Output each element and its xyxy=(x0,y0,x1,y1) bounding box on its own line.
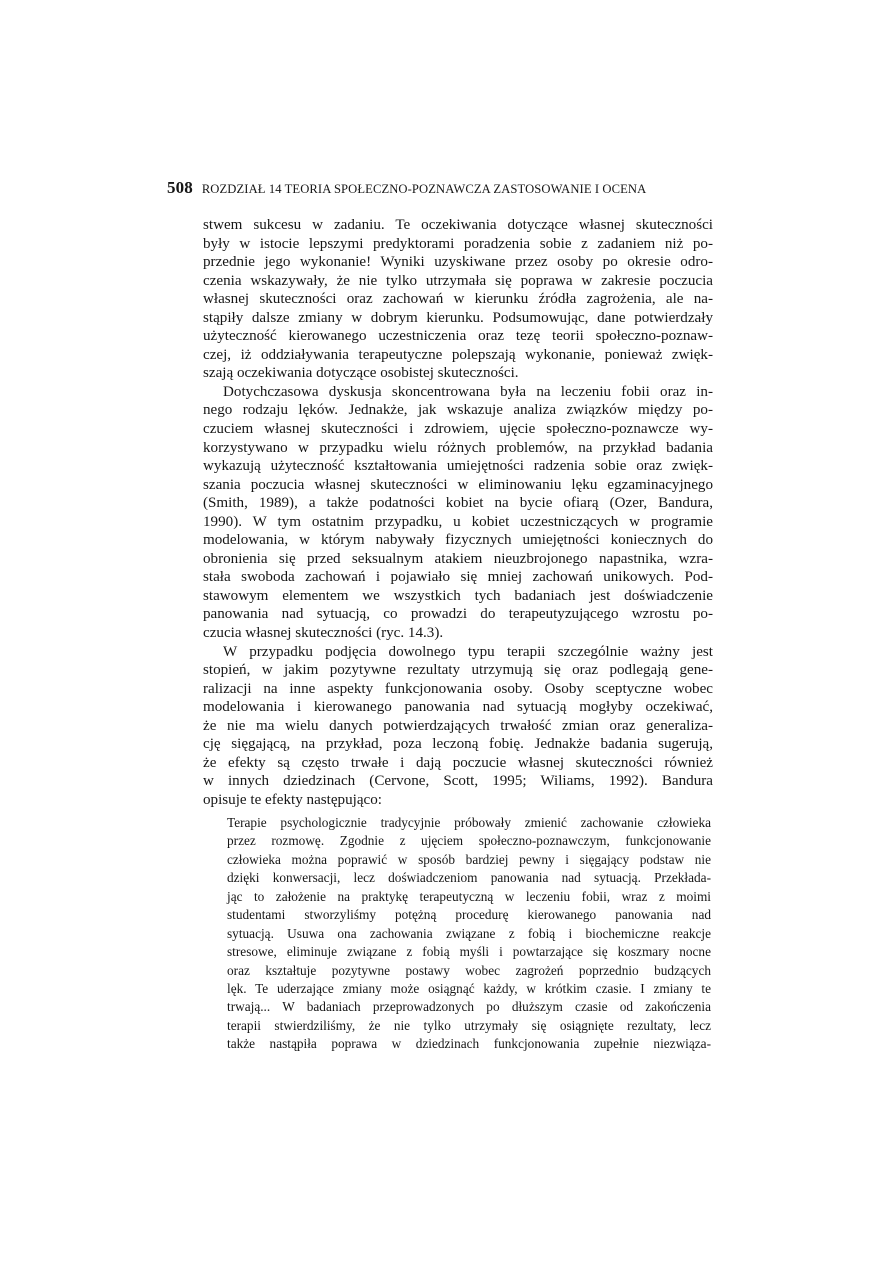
text-line: cję sięgającą, na przykład, poza leczoną fobię. Jednakże badania sugerują, xyxy=(203,736,713,753)
quote-line: lęk. Te uderzające zmiany może osiągnąć każdy, w krótkim czasie. I zmiany te xyxy=(227,980,711,996)
text-line: opisuje te efekty następująco: xyxy=(203,791,382,808)
text-line: stała swoboda zachowań i pojawiało się mniej zachowań unikowych. Pod- xyxy=(203,569,713,586)
quote-line: człowieka można poprawić w sposób bardziej pewny i sięgający podstaw nie xyxy=(227,851,711,867)
text-line: przednie jego wykonanie! Wyniki uzyskiwane przez osoby po okresie odro- xyxy=(203,254,713,271)
quote-line: jąc to założenie na praktykę terapeutyczną w leczeniu fobii, wraz z moimi xyxy=(227,888,711,904)
text-line: Dotychczasowa dyskusja skoncentrowana była na leczeniu fobii oraz in- xyxy=(223,383,713,400)
block-quote xyxy=(227,814,711,1054)
text-line: że efekty są często trwałe i dają poczucie własnej skuteczności również xyxy=(203,754,713,771)
text-line: panowania nad sytuacją, co prowadzi do terapeutyzującego wzrostu po- xyxy=(203,606,713,623)
quote-line: Terapie psychologicznie tradycyjnie próbowały zmienić zachowanie człowieka xyxy=(227,815,711,830)
text-line: W przypadku podjęcia dowolnego typu terapii szczególnie ważny jest xyxy=(223,643,713,660)
text-line: 1990). W tym ostatnim przypadku, u kobiet uczestniczących w programie xyxy=(203,513,713,530)
text-line: szają oczekiwania dotyczące osobistej skuteczności. xyxy=(203,365,519,382)
text-line: stawowym elementem we wszystkich tych badaniach jest doświadczenie xyxy=(203,587,713,604)
text-line: korzystywano w przypadku wielu różnych problemów, na przykład badania xyxy=(203,439,713,456)
text-line: (Smith, 1989), a także podatności kobiet na bycie ofiarą (Ozer, Bandura, xyxy=(203,495,713,512)
paragraph-1 xyxy=(203,216,713,383)
text-line: ralizacji na inne aspekty funkcjonowania osoby. Osoby sceptyczne wobec xyxy=(203,680,713,697)
page-number: 508 xyxy=(167,178,193,197)
body-text xyxy=(203,216,713,810)
text-line: czucia własnej skuteczności (ryc. 14.3). xyxy=(203,625,444,642)
quote-line: sytuacją. Usuwa ona zachowania związane z fobią i biochemiczne reakcje xyxy=(227,925,711,941)
text-line: modelowania i kierowanego panowania nad sytuacją mogłyby oczekiwać, xyxy=(203,699,713,716)
text-line: stwem sukcesu w zadaniu. Te oczekiwania dotyczące własnej skuteczności xyxy=(203,217,713,233)
text-line: czuciem własnej skuteczności i zdrowiem, ujęcie społeczno-poznawcze wy- xyxy=(203,421,713,438)
text-line: własnej skuteczności oraz zachowań w kierunku źródła zagrożenia, ale na- xyxy=(203,291,713,308)
quote-line: trwają... W badaniach przeprowadzonych po dłuższym czasie od zakończenia xyxy=(227,999,711,1015)
quote-line: przez rozmowę. Zgodnie z ujęciem społeczno-poznawczym, funkcjonowanie xyxy=(227,833,711,849)
text-line: obronienia się przed seksualnym atakiem nieuzbrojonego napastnika, wzra- xyxy=(203,550,713,567)
running-head xyxy=(167,178,727,198)
text-line: użyteczność kierowanego uczestniczenia oraz tezę teorii społeczno-poznaw- xyxy=(203,328,713,345)
text-line: były w istocie lepszymi predyktorami poradzenia sobie z zadaniem niż po- xyxy=(203,235,713,252)
text-line: stopień, w jakim pozytywne rezultaty utrzymują się oraz podlegają gene- xyxy=(203,662,713,679)
running-title: ROZDZIAŁ 14 TEORIA SPOŁECZNO-POZNAWCZA ZASTOSOWANIE I OCENA xyxy=(201,182,647,196)
text-line: czenia wskazywały, że nie tylko utrzymała się poprawa w zakresie poczucia xyxy=(203,272,713,289)
text-line: wykazują użyteczność kształtowania umiejętności radzenia sobie oraz zwięk- xyxy=(203,458,713,475)
paragraph-2 xyxy=(203,383,713,643)
text-line: w innych dziedzinach (Cervone, Scott, 1995; Wiliams, 1992). Bandura xyxy=(203,773,713,790)
quote-line: terapii stwierdziliśmy, że nie tylko utrzymały się osiągnięte rezultaty, lecz xyxy=(227,1017,711,1033)
quote-line: oraz kształtuje pozytywne postawy wobec zagrożeń poprzednio budzących xyxy=(227,962,711,978)
quote-line: dzięki konwersacji, lecz doświadczeniom panowania nad sytuacją. Przekłada- xyxy=(227,870,711,886)
text-line: że nie ma wielu danych potwierdzających trwałość zmian oraz generaliza- xyxy=(203,717,713,734)
quote-line: stresowe, eliminuje związane z fobią myśli i powtarzające się koszmary nocne xyxy=(227,944,711,960)
text-line: modelowania, w którym nabywały fizycznych umiejętności koniecznych do xyxy=(203,532,713,549)
quote-line: studentami stworzyliśmy potężną procedurę kierowanego panowania nad xyxy=(227,907,711,923)
paragraph-3 xyxy=(203,643,713,810)
text-line: nego rodzaju lęków. Jednakże, jak wskazuje analiza związków między po- xyxy=(203,402,713,419)
quote-line: także nastąpiła poprawa w dziedzinach funkcjonowania zupełnie niezwiąza- xyxy=(227,1036,711,1052)
text-line: czej, iż oddziaływania terapeutyczne polepszają wykonanie, ponieważ zwięk- xyxy=(203,346,713,363)
text-line: szania poczucia własnej skuteczności w eliminowaniu lęku egzaminacyjnego xyxy=(203,476,713,493)
text-line: stąpiły dalsze zmiany w dobrym kierunku. Podsumowując, dane potwierdzały xyxy=(203,309,713,326)
